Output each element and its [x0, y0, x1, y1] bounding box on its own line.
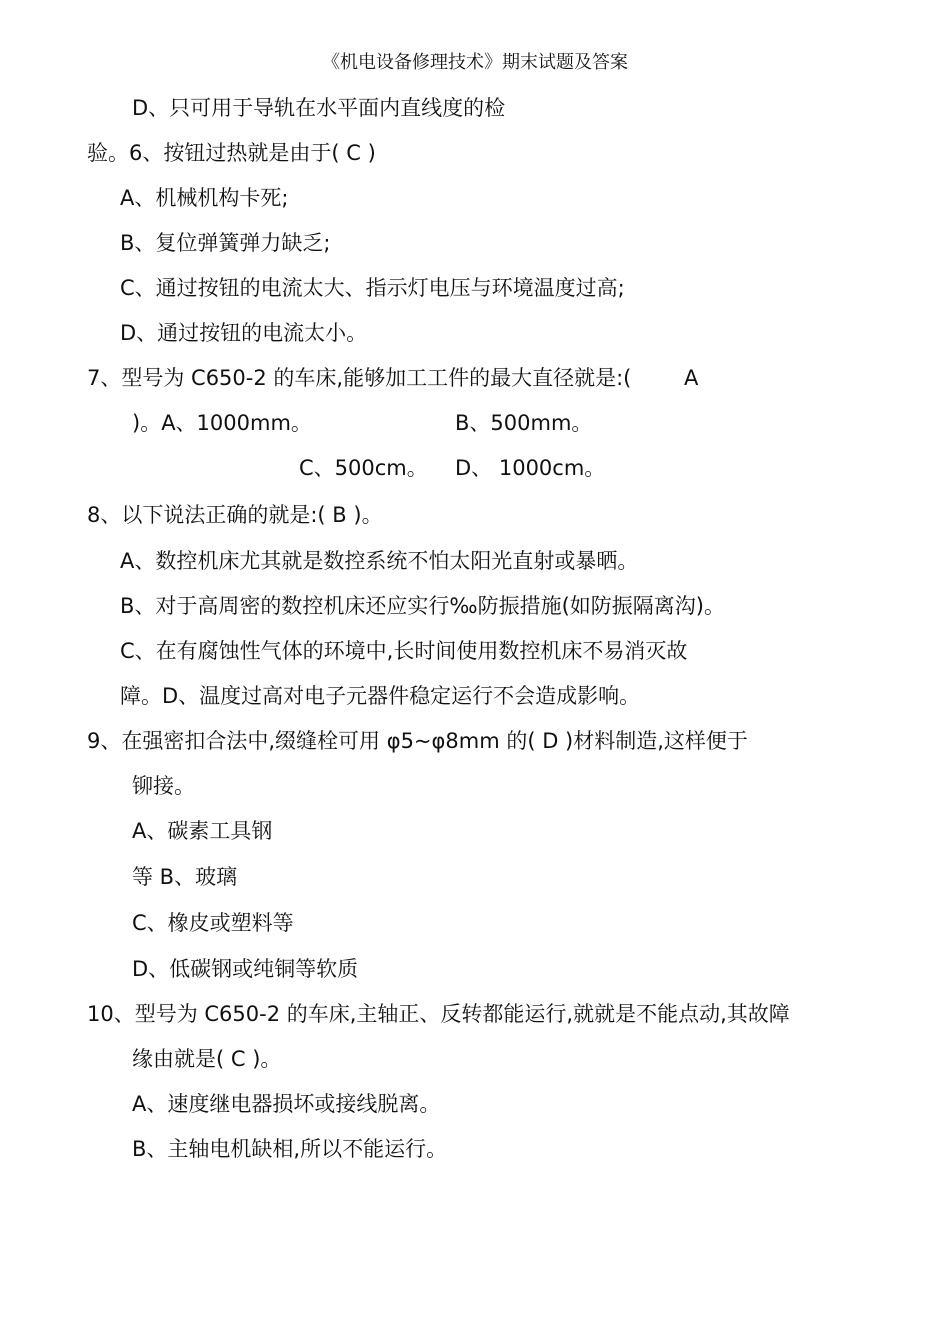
text-line: C、通过按钮的电流太大、指示灯电压与环境温度过高;: [120, 276, 625, 300]
text-line: A、碳素工具钢: [132, 819, 273, 843]
text-line: B、主轴电机缺相,所以不能运行。: [132, 1137, 448, 1161]
text-line: 铆接。: [132, 774, 195, 798]
text-line: B、复位弹簧弹力缺乏;: [120, 231, 331, 255]
text-line: 10、型号为 C650-2 的车床,主轴正、反转都能运行,就就是不能点动,其故障: [87, 1002, 790, 1026]
text-line: C、在有腐蚀性气体的环境中,长时间使用数控机床不易消灭故: [120, 639, 688, 663]
text-line: B、对于高周密的数控机床还应实行‰防振措施(如防振隔离沟)。: [120, 594, 725, 618]
text-line: D、低碳钢或纯铜等软质: [132, 957, 359, 981]
text-line: 9、在强密扣合法中,缀缝栓可用 φ5~φ8mm 的( D )材料制造,这样便于: [87, 729, 748, 753]
text-line: 验。6、按钮过热就是由于( C ): [87, 141, 376, 165]
option-text: B、500mm。: [455, 411, 593, 435]
text-line: A、速度继电器损坏或接线脱离。: [132, 1092, 441, 1116]
text-line: A、数控机床尤其就是数控系统不怕太阳光直射或暴晒。: [120, 549, 639, 573]
text-line: 7、型号为 C650-2 的车床,能够加工工件的最大直径就是:(: [87, 366, 632, 390]
text-line: 障。D、温度过高对电子元器件稳定运行不会造成影响。: [120, 684, 641, 708]
text-line: A、机械机构卡死;: [120, 186, 289, 210]
text-line: 8、以下说法正确的就是:( B )。: [87, 503, 383, 527]
option-text: )。A、1000mm。: [132, 411, 312, 435]
page-header: 《机电设备修理技术》期末试题及答案: [322, 52, 628, 73]
option-text: C、500cm。: [299, 456, 428, 480]
answer-text: A: [684, 366, 699, 390]
text-line: 等 B、玻璃: [132, 865, 238, 889]
text-line: C、橡皮或塑料等: [132, 911, 294, 935]
option-text: D、 1000cm。: [455, 456, 606, 480]
text-line: D、只可用于导轨在水平面内直线度的检: [132, 96, 506, 120]
text-line: 缘由就是( C )。: [132, 1047, 282, 1071]
text-line: D、通过按钮的电流太小。: [120, 321, 368, 345]
